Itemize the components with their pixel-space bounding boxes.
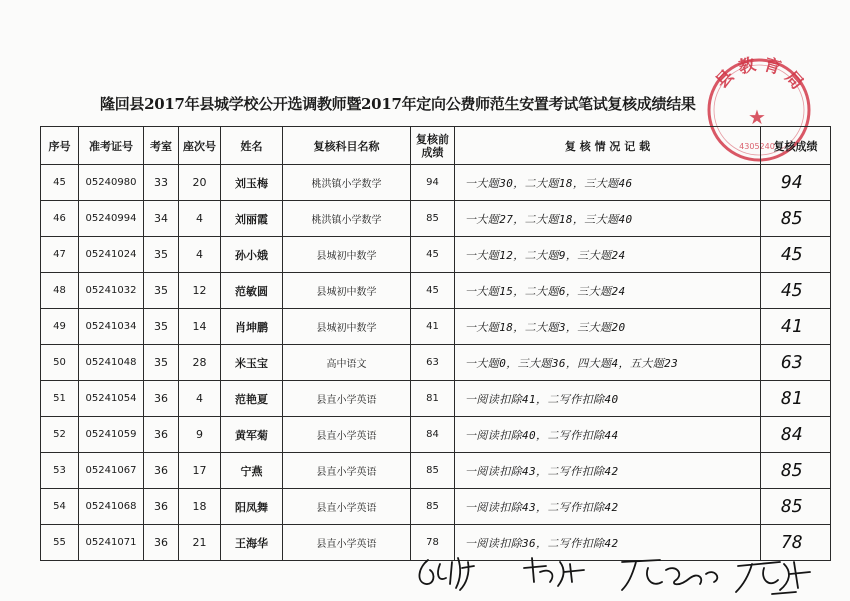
cell-ticket: 05241054	[79, 381, 144, 417]
cell-seat: 21	[179, 525, 221, 561]
cell-seat: 12	[179, 273, 221, 309]
cell-name: 孙小娥	[221, 237, 283, 273]
header-pre-line1: 复核前	[416, 132, 449, 146]
cell-room: 35	[144, 309, 179, 345]
header-name: 姓名	[221, 127, 283, 165]
table-row	[41, 453, 831, 489]
header-pre-score	[411, 127, 455, 165]
cell-final-handwritten: 41	[761, 309, 831, 345]
cell-ticket: 05240994	[79, 201, 144, 237]
document-title: 隆回县2017年县城学校公开选调教师暨2017年定向公费师范生安置考试笔试复核成绩结果	[100, 95, 696, 113]
cell-name: 米玉宝	[221, 345, 283, 381]
cell-pre-score: 45	[411, 237, 455, 273]
cell-pre-score: 85	[411, 453, 455, 489]
signature-2	[524, 558, 584, 586]
cell-subject: 高中语文	[283, 345, 411, 381]
svg-text:★: ★	[748, 105, 766, 129]
table-row	[41, 381, 831, 417]
cell-name: 范敏圆	[221, 273, 283, 309]
cell-subject: 桃洪镇小学数学	[283, 201, 411, 237]
cell-pre-score: 78	[411, 525, 455, 561]
cell-no: 50	[41, 345, 79, 381]
cell-room: 36	[144, 381, 179, 417]
cell-ticket: 05241059	[79, 417, 144, 453]
header-no: 序号	[41, 127, 79, 165]
cell-ticket: 05241068	[79, 489, 144, 525]
cell-room: 35	[144, 273, 179, 309]
header-pre-line2: 成绩	[421, 145, 444, 159]
table-row	[41, 201, 831, 237]
cell-pre-score: 81	[411, 381, 455, 417]
cell-room: 35	[144, 237, 179, 273]
cell-room: 35	[144, 345, 179, 381]
svg-text:县 教 育 局: 县 教 育 局	[712, 54, 808, 94]
cell-no: 48	[41, 273, 79, 309]
cell-pre-score: 85	[411, 201, 455, 237]
header-room: 考室	[144, 127, 179, 165]
cell-final-handwritten: 85	[761, 489, 831, 525]
cell-seat: 20	[179, 165, 221, 201]
cell-no: 46	[41, 201, 79, 237]
cell-seat: 4	[179, 381, 221, 417]
cell-final-handwritten: 94	[761, 165, 831, 201]
cell-subject: 县城初中数学	[283, 309, 411, 345]
cell-note-handwritten: 一大题27，二大题18，三大题40	[455, 201, 761, 237]
cell-name: 范艳夏	[221, 381, 283, 417]
cell-final-handwritten: 45	[761, 273, 831, 309]
cell-subject: 县直小学英语	[283, 453, 411, 489]
table-row	[41, 489, 831, 525]
cell-no: 53	[41, 453, 79, 489]
cell-ticket: 05241071	[79, 525, 144, 561]
review-results-table	[40, 126, 831, 561]
cell-ticket: 05241032	[79, 273, 144, 309]
cell-subject: 县直小学英语	[283, 381, 411, 417]
cell-pre-score: 63	[411, 345, 455, 381]
cell-subject: 县城初中数学	[283, 237, 411, 273]
cell-no: 47	[41, 237, 79, 273]
cell-final-handwritten: 78	[761, 525, 831, 561]
cell-room: 36	[144, 417, 179, 453]
cell-subject: 县城初中数学	[283, 273, 411, 309]
cell-seat: 14	[179, 309, 221, 345]
cell-pre-score: 94	[411, 165, 455, 201]
cell-subject: 县直小学英语	[283, 417, 411, 453]
cell-ticket: 05240980	[79, 165, 144, 201]
cell-note-handwritten: 一大题15，二大题6，三大题24	[455, 273, 761, 309]
cell-note-handwritten: 一大题18，二大题3，三大题20	[455, 309, 761, 345]
cell-pre-score: 85	[411, 489, 455, 525]
header-subject: 复核科目名称	[283, 127, 411, 165]
table-header-row	[41, 127, 831, 165]
cell-name: 阳凤舞	[221, 489, 283, 525]
cell-room: 34	[144, 201, 179, 237]
cell-name: 黄军菊	[221, 417, 283, 453]
cell-pre-score: 41	[411, 309, 455, 345]
cell-pre-score: 45	[411, 273, 455, 309]
cell-name: 刘玉梅	[221, 165, 283, 201]
cell-no: 55	[41, 525, 79, 561]
cell-name: 王海华	[221, 525, 283, 561]
cell-pre-score: 84	[411, 417, 455, 453]
cell-final-handwritten: 85	[761, 201, 831, 237]
cell-subject: 县直小学英语	[283, 525, 411, 561]
header-note: 复 核 情 况 记 载	[455, 127, 761, 165]
cell-ticket: 05241048	[79, 345, 144, 381]
cell-final-handwritten: 63	[761, 345, 831, 381]
cell-subject: 县直小学英语	[283, 489, 411, 525]
table-row	[41, 309, 831, 345]
signature-1	[419, 558, 474, 590]
header-final: 复核成绩	[761, 127, 831, 165]
cell-seat: 4	[179, 237, 221, 273]
header-seat: 座次号	[179, 127, 221, 165]
signatures-area	[400, 548, 840, 601]
table-row	[41, 345, 831, 381]
cell-note-handwritten: 一阅读扣除36，二写作扣除42	[455, 525, 761, 561]
cell-seat: 9	[179, 417, 221, 453]
cell-room: 36	[144, 489, 179, 525]
cell-room: 33	[144, 165, 179, 201]
cell-seat: 18	[179, 489, 221, 525]
cell-no: 52	[41, 417, 79, 453]
cell-no: 45	[41, 165, 79, 201]
cell-note-handwritten: 一阅读扣除40，二写作扣除44	[455, 417, 761, 453]
cell-ticket: 05241024	[79, 237, 144, 273]
table-row	[41, 273, 831, 309]
signature-3	[622, 560, 717, 590]
signature-4	[736, 562, 810, 594]
cell-ticket: 05241067	[79, 453, 144, 489]
cell-no: 51	[41, 381, 79, 417]
cell-note-handwritten: 一阅读扣除43，二写作扣除42	[455, 453, 761, 489]
svg-text:4305240: 4305240	[739, 142, 775, 151]
cell-room: 36	[144, 525, 179, 561]
table-row	[41, 237, 831, 273]
cell-final-handwritten: 85	[761, 453, 831, 489]
cell-ticket: 05241034	[79, 309, 144, 345]
cell-final-handwritten: 81	[761, 381, 831, 417]
cell-final-handwritten: 84	[761, 417, 831, 453]
cell-seat: 17	[179, 453, 221, 489]
cell-subject: 桃洪镇小学数学	[283, 165, 411, 201]
cell-note-handwritten: 一阅读扣除41，二写作扣除40	[455, 381, 761, 417]
cell-room: 36	[144, 453, 179, 489]
cell-note-handwritten: 一大题30，二大题18，三大题46	[455, 165, 761, 201]
cell-name: 肖坤鹏	[221, 309, 283, 345]
cell-note-handwritten: 一大题0，三大题36，四大题4，五大题23	[455, 345, 761, 381]
cell-seat: 4	[179, 201, 221, 237]
cell-note-handwritten: 一大题12，二大题9，三大题24	[455, 237, 761, 273]
table-row	[41, 417, 831, 453]
cell-final-handwritten: 45	[761, 237, 831, 273]
cell-no: 49	[41, 309, 79, 345]
cell-no: 54	[41, 489, 79, 525]
table-row	[41, 165, 831, 201]
cell-name: 宁燕	[221, 453, 283, 489]
cell-note-handwritten: 一阅读扣除43，二写作扣除42	[455, 489, 761, 525]
cell-seat: 28	[179, 345, 221, 381]
header-ticket: 准考证号	[79, 127, 144, 165]
cell-name: 刘丽霞	[221, 201, 283, 237]
